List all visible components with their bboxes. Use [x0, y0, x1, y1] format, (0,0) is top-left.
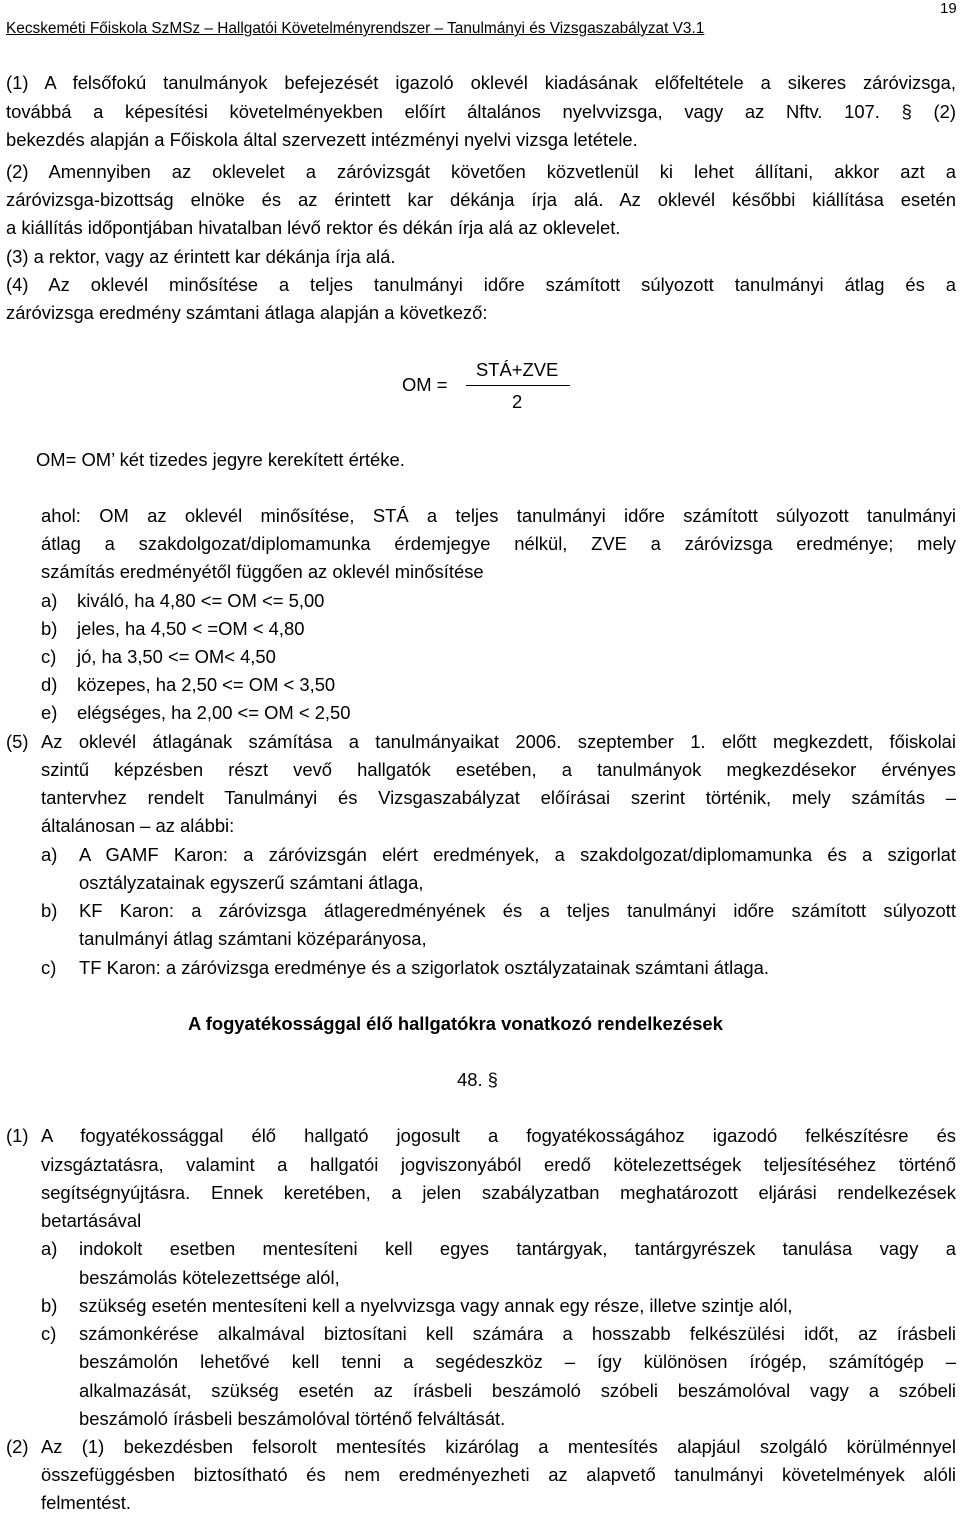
text-line: záróvizsga-bizottság elnöke és az érintett kar dékánja írja alá. Az oklevél későbbi kiállítása esetén	[6, 189, 956, 210]
text-line: záróvizsga eredmény számtani átlaga alapján a következő:	[6, 302, 488, 323]
text-line: (4) Az oklevél minősítése a teljes tanulmányi időre számított súlyozott tanulmányi átlag és a	[6, 274, 956, 295]
list-marker: d)	[41, 674, 58, 695]
list-item: A GAMF Karon: a záróvizsgán elért eredmények, a szakdolgozat/diplomamunka és a szigorlat	[79, 844, 956, 865]
text-line: átlag a szakdolgozat/diplomamunka érdemjegye nélkül, ZVE a záróvizsga eredménye; mely	[41, 533, 956, 554]
text-line: általánosan – az alábbi:	[41, 815, 235, 836]
text-line: ahol: OM az oklevél minősítése, STÁ a teljes tanulmányi időre számított súlyozott tanulmányi	[41, 505, 956, 526]
list-item: osztályzatainak egyszerű számtani átlaga,	[79, 872, 424, 893]
list-marker: c)	[41, 646, 57, 667]
list-item: elégséges, ha 2,00 <= OM < 2,50	[77, 702, 351, 723]
list-marker: a)	[41, 844, 58, 865]
text-line: továbbá a képesítési követelményekben előírt általános nyelvvizsga, vagy az Nftv. 107. § (2)	[6, 101, 956, 122]
text-line: tantervhez rendelt Tanulmányi és Vizsgaszabályzat előírásai szerint történik, mely számítás –	[41, 787, 956, 808]
text-line: Az (1) bekezdésben felsorolt mentesítés kizárólag a mentesítés alapjául szolgáló körülménnyel	[41, 1436, 956, 1457]
text-line: a kiállítás időpontjában hivatalban lévő rektor és dékán írja alá az oklevelet.	[6, 217, 621, 238]
text-line: segítségnyújtásra. Ennek keretében, a jelen szabályzatban meghatározott eljárási rendelkezések	[41, 1182, 956, 1203]
text-line: számítás eredményétől függően az oklevél minősítése	[41, 561, 484, 582]
text-line: betartásával	[41, 1210, 142, 1231]
formula-numerator: STÁ+ZVE	[476, 359, 559, 380]
list-marker: b)	[41, 618, 58, 639]
list-item: közepes, ha 2,50 <= OM < 3,50	[77, 674, 336, 695]
list-item: jeles, ha 4,50 < =OM < 4,80	[77, 618, 305, 639]
list-item: kiváló, ha 4,80 <= OM <= 5,00	[77, 590, 325, 611]
list-marker: a)	[41, 590, 58, 611]
paragraph-number: (1)	[6, 1125, 29, 1146]
text-line: A fogyatékossággal élő hallgató jogosult a fogyatékosságához igazodó felkészítésre és	[41, 1125, 956, 1146]
text-line: vizsgáztatásra, valamint a hallgatói jogviszonyából eredő kötelezettségek teljesítéséhez történő	[41, 1154, 956, 1175]
formula-lhs: OM =	[402, 374, 448, 395]
list-item: jó, ha 3,50 <= OM< 4,50	[77, 646, 276, 667]
text-line: bekezdés alapján a Főiskola által szervezett intézményi nyelvi vizsga letétele.	[6, 129, 638, 150]
text-line: szintű képzésben részt vevő hallgatók esetében, a tanulmányok megkezdésekor érvényes	[41, 759, 956, 780]
paragraph-number: (2)	[6, 1436, 29, 1457]
list-marker: a)	[41, 1238, 58, 1259]
list-marker: c)	[41, 957, 57, 978]
page-header: Kecskeméti Főiskola SzMSz – Hallgatói Követelményrendszer – Tanulmányi és Vizsgaszabályzat V3.1	[6, 20, 705, 37]
rounding-note: OM= OM’ két tizedes jegyre kerekített értéke.	[36, 449, 405, 470]
list-item: beszámoló írásbeli beszámolóval történő felváltását.	[79, 1408, 506, 1429]
page-number: 19	[940, 0, 957, 17]
section-number: 48. §	[457, 1069, 498, 1090]
fraction-line	[466, 385, 570, 386]
text-line: összefüggésben biztosítható és nem eredményezheti az alapvető tanulmányi követelmények alóli	[41, 1464, 956, 1485]
text-line: (1) A felsőfokú tanulmányok befejezését igazoló oklevél kiadásának előfeltétele a sikeres záróvizsga,	[6, 72, 956, 93]
list-item: beszámolón lehetővé kell tenni a segédeszköz – így különösen írógép, számítógép –	[79, 1351, 956, 1372]
list-item: tanulmányi átlag számtani középarányosa,	[79, 928, 427, 949]
formula-denominator: 2	[512, 391, 523, 412]
list-item: számonkérése alkalmával biztosítani kell számára a hosszabb felkészülési időt, az írásbeli	[79, 1323, 956, 1344]
list-item: KF Karon: a záróvizsga átlageredményének és a teljes tanulmányi időre számított súlyozott	[79, 900, 956, 921]
section-title: A fogyatékossággal élő hallgatókra vonatkozó rendelkezések	[188, 1013, 723, 1034]
text-line: Az oklevél átlagának számítása a tanulmányaikat 2006. szeptember 1. előtt megkezdett, főiskolai	[41, 731, 956, 752]
list-item: TF Karon: a záróvizsga eredménye és a szigorlatok osztályzatainak számtani átlaga.	[79, 957, 769, 978]
text-line: (3) a rektor, vagy az érintett kar dékánja írja alá.	[6, 246, 396, 267]
list-item: indokolt esetben mentesíteni kell egyes tantárgyak, tantárgyrészek tanulása vagy a	[79, 1238, 956, 1259]
list-marker: c)	[41, 1323, 57, 1344]
list-marker: b)	[41, 900, 58, 921]
text-line: felmentést.	[41, 1492, 131, 1513]
list-item: beszámolás kötelezettsége alól,	[79, 1267, 340, 1288]
list-item: alkalmazását, szükség esetén az írásbeli beszámoló szóbeli beszámolóval vagy a szóbeli	[79, 1380, 956, 1401]
list-marker: e)	[41, 702, 58, 723]
paragraph-number: (5)	[6, 731, 29, 752]
list-marker: b)	[41, 1295, 58, 1316]
list-item: szükség esetén mentesíteni kell a nyelvvizsga vagy annak egy része, illetve szintje alól,	[79, 1295, 793, 1316]
text-line: (2) Amennyiben az oklevelet a záróvizsgát követően közvetlenül ki lehet állítani, akkor azt a	[6, 161, 956, 182]
